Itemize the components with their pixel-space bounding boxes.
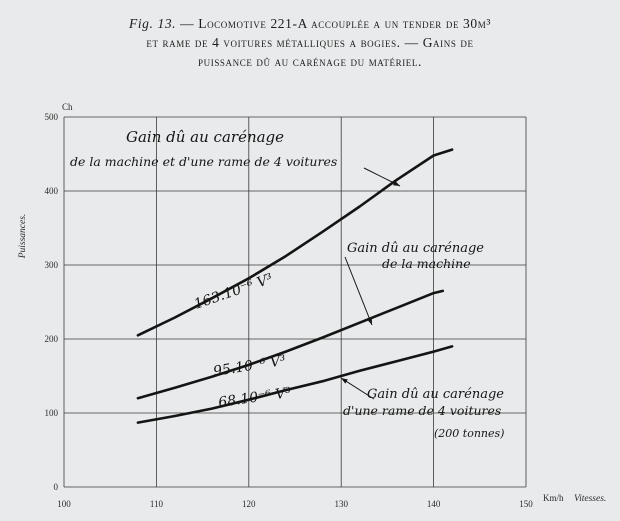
annotation-bottom-line-3: (200 tonnes) (434, 427, 505, 440)
x-unit-label: Km/h (543, 493, 564, 503)
arrow-bottom-head (341, 378, 348, 384)
x-tick-label: 130 (334, 499, 348, 509)
x-tick-label: 110 (149, 499, 163, 509)
caption-line-3: puissance dû au carénage du matériel. (198, 54, 422, 69)
chart-curves (138, 150, 452, 423)
annotation-middle-line-1: Gain dû au carénage (347, 241, 484, 256)
formula-bottom: 68.10⁻⁶ V³ (217, 384, 293, 411)
formula-top: 163.10⁻⁶ V³ (192, 270, 275, 313)
annotation-top-line-2: de la machine et d'une rame de 4 voitures (70, 154, 338, 169)
y-tick-label: 100 (44, 408, 58, 418)
annotation-bottom-line-2: d'une rame de 4 voitures (343, 403, 502, 418)
figure-number: Fig. 13. (128, 16, 177, 31)
arrow-middle-line (345, 257, 372, 325)
x-tick-label: 140 (426, 499, 441, 509)
y-tick-label: 300 (44, 260, 58, 270)
x-tick-label: 120 (242, 499, 256, 509)
y-unit-label: Ch (62, 102, 73, 112)
y-axis-label: Puissances. (18, 213, 28, 259)
caption-line-1-text: — Locomotive 221-A accouplée a un tender de 30m³ (180, 16, 491, 31)
caption-line-2: et rame de 4 voitures métalliques a bogies. — Gains de (146, 35, 474, 50)
y-tick-label: 200 (44, 334, 58, 344)
x-axis-label: Vitesses. (574, 494, 607, 504)
y-tick-label: 400 (44, 186, 58, 196)
y-tick-label: 0 (53, 482, 58, 492)
chart-annotations (70, 128, 504, 440)
series-line-2 (138, 291, 443, 398)
annotation-top-line-1: Gain dû au carénage (126, 128, 285, 146)
y-tick-label: 500 (44, 112, 58, 122)
formula-middle: 95.10⁻⁶ V³ (212, 352, 287, 380)
x-tick-label: 150 (519, 499, 533, 509)
x-tick-label: 100 (57, 499, 71, 509)
annotation-bottom-line-1: Gain dû au carénage (367, 387, 504, 402)
annotation-middle-line-2: de la machine (382, 256, 471, 271)
